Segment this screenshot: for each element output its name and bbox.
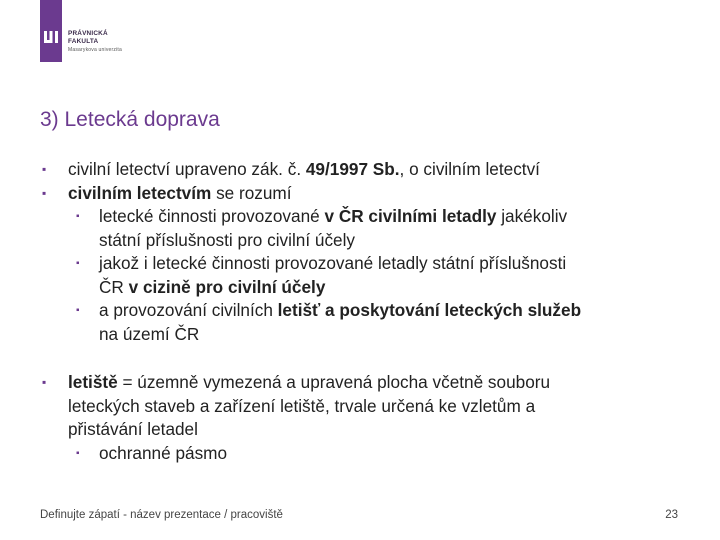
sub-bullet-1-text: letecké činnosti provozované	[99, 206, 325, 226]
sub-bullet-item-1	[42, 205, 682, 252]
sub-bullet-item-2	[42, 252, 682, 299]
bullet-3-bold: letiště	[68, 372, 118, 392]
bullet-3-line2: leteckých staveb a zařízení letiště, trvale určená ke vzletům a	[68, 395, 536, 416]
slide-title: 3) Letecká doprava	[40, 108, 220, 131]
square-bullet-icon: ▪	[42, 162, 47, 176]
square-bullet-icon: ▪	[42, 185, 47, 200]
logo-bar	[40, 0, 62, 62]
sub-bullet-item-4	[42, 442, 682, 466]
bullet-1-bold: 49/1997 Sb.	[305, 159, 400, 179]
faculty-logo	[40, 0, 140, 70]
sub-bullet-2-line2: ČR	[99, 276, 129, 297]
square-bullet-icon: ▪	[76, 258, 80, 269]
footer-text: Definujte zápatí - název prezentace / pracoviště	[40, 509, 283, 521]
sub-bullet-3-line2: na území ČR	[99, 323, 200, 344]
bullet-item-2	[42, 182, 682, 206]
spacer	[42, 346, 682, 371]
sub-bullet-3-bold: letišť a poskytování leteckých služeb	[277, 300, 582, 320]
bullet-item-1	[42, 158, 682, 182]
logo-line-1: PRÁVNICKÁ	[68, 30, 108, 37]
page-number: 23	[665, 509, 678, 521]
sub-bullet-1-line2: státní příslušnosti pro civilní účely	[99, 229, 356, 250]
square-bullet-icon: ▪	[76, 447, 80, 459]
bullet-2-tail: se rozumí	[211, 182, 292, 203]
sub-bullet-4-text: ochranné pásmo	[99, 442, 228, 463]
square-bullet-icon: ▪	[42, 375, 47, 389]
sub-bullet-3-text: a provozování civilních	[99, 300, 278, 320]
bullet-3-text: = územně vymezená a upravená plocha včetně souboru	[117, 372, 551, 392]
sub-bullet-1-tail: jakékoliv	[496, 206, 568, 226]
bullet-1-text: civilní letectví upraveno zák. č.	[68, 159, 306, 179]
sub-bullet-item-3	[42, 299, 682, 346]
sub-bullet-1-bold: v ČR civilními letadly	[324, 206, 497, 226]
square-bullet-icon: ▪	[76, 305, 80, 316]
bullet-item-3	[42, 371, 682, 442]
mu-logo-icon	[43, 30, 59, 44]
slide-content	[42, 158, 682, 465]
logo-text	[68, 30, 122, 55]
sub-bullet-2-text: jakož i letecké činnosti provozované letadly státní příslušnosti	[99, 253, 567, 273]
bullet-3-line3: přistávání letadel	[68, 419, 198, 439]
bullet-1-tail: , o civilním letectví	[399, 159, 540, 179]
logo-line-3: Masarykova univerzita	[68, 47, 122, 54]
bullet-2-bold: civilním letectvím	[68, 182, 212, 203]
square-bullet-icon: ▪	[76, 211, 80, 222]
logo-line-2: FAKULTA	[68, 37, 99, 45]
sub-bullet-2-bold: v cizině pro civilní účely	[128, 276, 326, 297]
